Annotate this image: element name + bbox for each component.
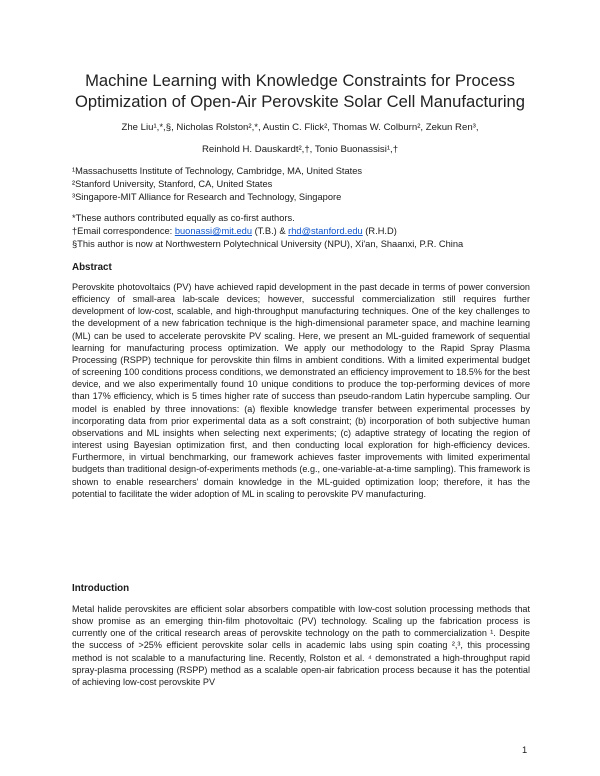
affiliation-1: ¹Massachusetts Institute of Technology, Cambridge, MA, United States (72, 166, 363, 176)
introduction-heading: Introduction (72, 583, 130, 594)
page-number: 1 (522, 745, 528, 755)
abstract-body (72, 281, 530, 500)
affiliation-3: ³Singapore-MIT Alliance for Research and Technology, Singapore (72, 192, 342, 202)
paper-title (60, 70, 540, 112)
title-line-2: Optimization of Open-Air Perovskite Solar Cell Manufacturing (74, 92, 526, 111)
email-suffix-2: (R.H.D) (362, 226, 397, 236)
abstract-text: Perovskite photovoltaics (PV) have achieved rapid development in the past decade in terms of power conversion efficiency of small-area lab-scale devices; however, successful commercialization still requires further development of low-cost, scalable, and high-throughput manufacturing techniques. One of the key challenges to the development of a new fabrication technique is the high-dimensional parameter space, and machine learning (ML) can be used to accelerate perovskite PV scaling. Here, we present an ML-guided framework of sequential learning for manufacturing process optimization. We apply our methodology to the Rapid Spray Plasma Processing (RSPP) technique for perovskite thin films in ambient conditions. With a limited experimental budget of screening 100 conditions process conditions, we demonstrated an efficiency improvement to 18.5% for the best device, and we also experimentally found 10 unique conditions to produce the top-performing devices of more than 17% efficiency, which is 5 times higher rate of success than pseudo-random Latin hypercube sampling. Our model is enabled by three innovations: (a) flexible knowledge transfer between experimental processes by incorporating data from prior experimental data as a soft constraint; (b) incorporation of both subjective human observations and ML insights when selecting next experiments; (c) adaptive strategy of locating the region of interest using Bayesian optimization first, and then conducting local exploration for high-efficiency devices. Furthermore, in virtual benchmarking, our framework achieves faster improvements with limited experimental budgets than traditional design-of-experiments methods (e.g., one-variable-at-a-time sampling). This framework is shown to enable researchers' domain knowledge in the ML-guided optimization loop; therefore, it has the potential to facilitate the wider adoption of ML in scaling to perovskite PV manufacturing. (72, 282, 530, 499)
author-list-line-1: Zhe Liu¹,*,§, Nicholas Rolston²,*, Austin C. Flick², Thomas W. Colburn², Zekun Ren³, (121, 122, 479, 133)
affiliation-2: ²Stanford University, Stanford, CA, United States (72, 179, 273, 189)
correspondence-note (72, 225, 397, 237)
email-prefix: †Email correspondence: (72, 226, 175, 236)
equal-contribution-note: *These authors contributed equally as co-first authors. (72, 213, 295, 223)
email-link-buonassi[interactable]: buonassi@mit.edu (174, 226, 252, 236)
introduction-text: Metal halide perovskites are efficient solar absorbers compatible with low-cost solution processing methods that show promise as an emerging thin-film photovoltaic (PV) technology. Scaling up the fabrication process is currently one of the critical research areas of perovskite technology on the path to commercialization ¹. Despite the success of >25% efficient perovskite solar cells in academic labs using spin coating ²,³, this processing method is not scalable to a manufacturing line. Recently, Rolston et al. ⁴ demonstrated a high-throughput rapid spray-plasma processing (RSPP) method as a scalable open-air fabrication process because it has the potential of achieving low-cost perovskite PV (72, 604, 530, 687)
email-link-rhd[interactable]: rhd@stanford.edu (288, 226, 363, 236)
author-list-line-2: Reinhold H. Dauskardt²,†, Tonio Buonassisi¹,† (201, 144, 399, 155)
introduction-body (72, 603, 530, 688)
current-address-note: §This author is now at Northwestern Polytechnical University (NPU), Xi'an, Shaanxi, P.R. China (72, 239, 464, 249)
email-suffix-1: (T.B.) & (251, 226, 289, 236)
abstract-heading: Abstract (72, 262, 112, 273)
title-line-1: Machine Learning with Knowledge Constraints for Process (85, 71, 515, 90)
